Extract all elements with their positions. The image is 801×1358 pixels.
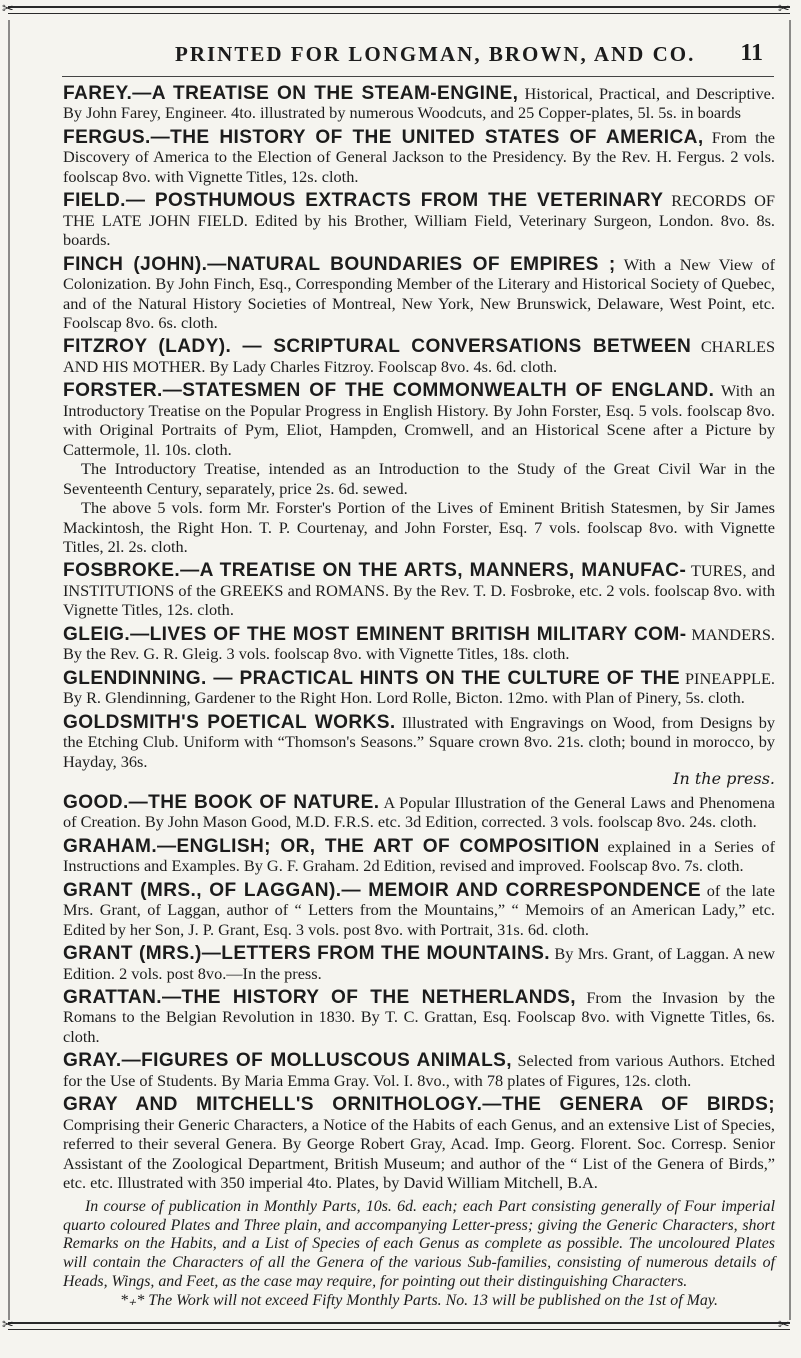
entry-description: With a New View of Colonization. By John Finch, Esq., Corresponding Member of the Literary and Historical Society of Quebec, and of the Natural History Societies of Montreal, New York, New Brunswick, Delaware, West Point, etc. Foolscap 8vo. 6s. cloth.: [63, 254, 775, 332]
catalogue-entry: [63, 255, 775, 333]
entry-heading: GOLDSMITH'S POETICAL WORKS.: [63, 711, 396, 733]
entry-description: A Popular Illustration of the General Laws and Phenomena of Creation. By John Mason Good, M.D. F.R.S. etc. 3d Edition, corrected. 3 vols. foolscap 8vo. 24s. cloth.: [63, 792, 775, 832]
entry-text: [63, 128, 775, 186]
catalogue-entry: [63, 988, 775, 1046]
entry-heading: FORSTER.—STATESMEN OF THE COMMONWEALTH OF ENGLAND.: [63, 380, 715, 402]
prospectus-block: [63, 1198, 775, 1312]
scissors-icon: ✂: [778, 1317, 790, 1333]
catalogue-entry: [63, 1095, 775, 1192]
entry-description: PINEAPPLE. By R. Glendinning, Gardener to the Right Hon. Lord Rolle, Bicton. 12mo. with Plan of Pinery, 5s. cloth.: [63, 668, 775, 708]
entry-description: of the late Mrs. Grant, of Laggan, author of “ Letters from the Mountains,” “ Memoirs of an American Lady,” etc. Edited by her Son, J. P. Grant, Esq. 3 vols. post 8vo. with Portrait, 31s. 6d. cloth.: [63, 880, 775, 939]
entry-description: With an Introductory Treatise on the Popular Progress in English History. By John Forster, Esq. 5 vols. foolscap 8vo. with Original Portraits of Pym, Eliot, Hampden, Cromwell, and an Historical Scene after a Picture by Cattermole, 1l. 10s. cloth.: [63, 381, 775, 459]
running-title: PRINTED FOR LONGMAN, BROWN, AND CO.: [175, 42, 696, 66]
entry-text: [63, 1095, 775, 1192]
entry-description: MANDERS. By the Rev. G. R. Gleig. 3 vols. foolscap 8vo. with Vignette Titles, 18s. cloth.: [63, 624, 775, 664]
catalogue-entry: [63, 837, 775, 876]
scissors-icon: ✂: [2, 1317, 14, 1333]
entry-description: From the Invasion by the Romans to the Belgian Revolution in 1830. By T. C. Grattan, Esq. Foolscap 8vo. with Vignette Titles, 6s. cloth.: [63, 988, 775, 1046]
catalogue-entry: [63, 381, 775, 556]
entry-text: [63, 988, 775, 1046]
page-number: 11: [740, 40, 763, 66]
scissors-icon: ✂: [2, 1, 14, 17]
bottom-border-rule: [8, 1322, 790, 1330]
catalogue-entry: [63, 561, 775, 619]
entry-heading: FINCH (JOHN).—NATURAL BOUNDARIES OF EMPIRES ;: [63, 253, 616, 275]
entry-heading: GRAY.—FIGURES OF MOLLUSCOUS ANIMALS,: [63, 1050, 512, 1072]
entry-text: [63, 793, 775, 832]
entry-heading: FIELD.— POSTHUMOUS EXTRACTS FROM THE VETERINARY: [63, 190, 664, 212]
entry-description: TURES, and INSTITUTIONS of the GREEKS and ROMANS. By the Rev. T. D. Fosbroke, etc. 2 vols. foolscap 8vo. with Vignette Titles, 12s. cloth.: [63, 561, 775, 620]
right-margin-rule: [786, 20, 791, 1320]
entry-text: [63, 669, 775, 708]
catalogue-entry: [63, 191, 775, 249]
entry-supplement: The above 5 vols. form Mr. Forster's Portion of the Lives of Eminent British Statesmen, by Sir James Mackintosh, the Right Hon. T. P. Courtenay, and John Forster, Esq. 7 vols. foolscap 8vo. with Vignette Titles, 2l. 2s. cloth.: [63, 498, 775, 556]
running-header: [60, 38, 763, 74]
entry-description: Comprising their Generic Characters, a Notice of the Habits of each Genus, and an extensive List of Species, referred to their several Genera. By George Robert Gray, Acad. Imp. Georg. Florent. Soc. Corresp. Senior Assistant of the Zoological Department, British Museum; and author of the “ List of the Genera of Birds,” etc. etc. Illustrated with 350 imperial 4to. Plates, by David William Mitchell, B.A.: [63, 1114, 775, 1193]
entry-description: explained in a Series of Instructions and Examples. By G. F. Graham. 2d Edition, revised and improved. Foolscap 8vo. 7s. cloth.: [63, 836, 775, 876]
entry-text: [63, 944, 775, 983]
catalogue-entry: [63, 128, 775, 186]
entry-text: [63, 837, 775, 876]
catalogue-entry: [63, 713, 775, 788]
top-border-rule: [8, 6, 790, 14]
entry-text: [63, 84, 775, 123]
catalogue-entry: [63, 881, 775, 939]
final-note: *₊* The Work will not exceed Fifty Monthly Parts. No. 13 will be published on the 1st of May.: [120, 1292, 718, 1310]
catalogue-entry: [63, 337, 775, 376]
entry-heading: GRAHAM.—ENGLISH; OR, THE ART OF COMPOSITION: [63, 835, 600, 857]
catalogue-entries: [63, 84, 775, 1311]
entry-heading: FITZROY (LADY). — SCRIPTURAL CONVERSATIONS BETWEEN: [63, 336, 692, 358]
entry-description: From the Discovery of America to the Election of General Jackson to the Presidency. By the Rev. H. Fergus. 2 vols. foolscap 8vo. with Vignette Titles, 12s. cloth.: [63, 127, 776, 186]
prospectus-text: In course of publication in Monthly Parts, 10s. 6d. each; each Part consisting generally of Four imperial quarto coloured Plates and Three plain, and accompanying Letter-press; giving the Generic Characters, short Remarks on the Habits, and a List of Species of each Genus as complete as possible. The uncoloured Plates will contain the Characters of all the Genera of the various Sub-families, consisting of numerous details of Heads, Wings, and Feet, as the case may require, for pointing out their distinguishing Characters.: [63, 1197, 775, 1291]
header-rule: [62, 76, 774, 77]
entry-supplement: The Introductory Treatise, intended as an Introduction to the Study of the Great Civil War in the Seventeenth Century, separately, price 2s. 6d. sewed.: [63, 459, 775, 498]
catalogue-entry: [63, 793, 775, 832]
entry-text: [63, 561, 775, 619]
entry-description: Illustrated with Engravings on Wood, from Designs by the Etching Club. Uniform with “Thomson's Seasons.” Square crown 8vo. 21s. cloth; bound in morocco, by Hayday, 36s.: [63, 712, 775, 771]
scissors-icon: ✂: [778, 1, 790, 17]
entry-heading: FAREY.—A TREATISE ON THE STEAM-ENGINE,: [63, 83, 519, 104]
entry-heading: GRANT (MRS.)—LETTERS FROM THE MOUNTAINS.: [63, 943, 550, 965]
entry-heading: GLENDINNING. — PRACTICAL HINTS ON THE CULTURE OF THE: [63, 667, 681, 689]
entry-heading: FERGUS.—THE HISTORY OF THE UNITED STATES OF AMERICA,: [63, 126, 704, 148]
entry-note: In the press.: [673, 768, 775, 788]
entry-heading: FOSBROKE.—A TREATISE ON THE ARTS, MANNERS, MANUFAC-: [63, 560, 687, 582]
entry-heading: GOOD.—THE BOOK OF NATURE.: [63, 791, 380, 813]
entry-text: [63, 625, 775, 664]
entry-text: [63, 881, 775, 939]
entry-description: Selected from various Authors. Etched for the Use of Students. By Maria Emma Gray. Vol. I. 8vo., with 78 plates of Figures, 12s. cloth.: [63, 1051, 775, 1090]
entry-text: [63, 381, 775, 459]
entry-text: [63, 713, 775, 771]
entry-text: [63, 255, 775, 333]
catalogue-entry: [63, 625, 775, 664]
entry-heading: GLEIG.—LIVES OF THE MOST EMINENT BRITISH MILITARY COM-: [63, 623, 687, 645]
left-margin-rule: [8, 20, 14, 1320]
catalogue-entry: [63, 84, 775, 123]
entry-heading: GRATTAN.—THE HISTORY OF THE NETHERLANDS,: [63, 987, 577, 1009]
entry-description: Historical, Practical, and Descriptive. By John Farey, Engineer. 4to. illustrated by numerous Woodcuts, and 25 Copper-plates, 5l. 5s. in boards: [63, 84, 775, 123]
entry-text: [63, 337, 775, 376]
entry-description: CHARLES AND HIS MOTHER. By Lady Charles Fitzroy. Foolscap 8vo. 4s. 6d. cloth.: [63, 337, 775, 376]
catalogue-entry: [63, 944, 775, 983]
entry-description: RECORDS OF THE LATE JOHN FIELD. Edited by his Brother, William Field, Veterinary Surgeon, London. 8vo. 8s. boards.: [63, 191, 775, 250]
entry-description: By Mrs. Grant, of Laggan. A new Edition. 2 vols. post 8vo.—In the press.: [63, 944, 775, 983]
entry-text: [63, 1051, 775, 1090]
entry-text: [63, 191, 775, 249]
catalogue-entry: [63, 669, 775, 708]
entry-heading: GRAY AND MITCHELL'S ORNITHOLOGY.—THE GENERA OF BIRDS;: [63, 1094, 775, 1116]
catalogue-entry: [63, 1051, 775, 1090]
entry-heading: GRANT (MRS., OF LAGGAN).— MEMOIR AND CORRESPONDENCE: [63, 879, 702, 901]
